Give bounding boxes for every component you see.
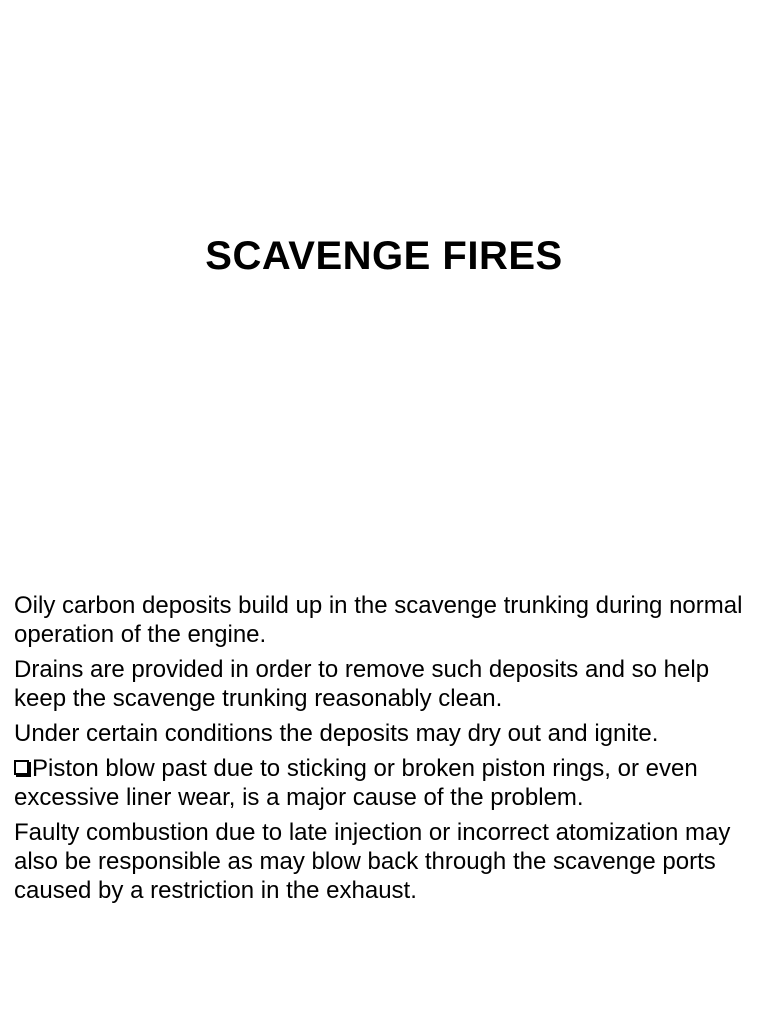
checkbox-icon <box>14 760 29 775</box>
paragraph-text: Piston blow past due to sticking or broken piston rings, or even excessive liner wear, is a major cause of the problem. <box>14 755 698 811</box>
slide-title: SCAVENGE FIRES <box>205 234 563 278</box>
paragraph-faulty-combustion <box>14 818 762 905</box>
paragraph-text: Drains are provided in order to remove such deposits and so help keep the scavenge trunking reasonably clean. <box>14 656 710 712</box>
slide-body <box>14 591 762 911</box>
paragraph-carbon-deposits <box>14 591 762 649</box>
paragraph-ignite <box>14 719 762 748</box>
paragraph-drains <box>14 655 762 713</box>
paragraph-text: Oily carbon deposits build up in the scavenge trunking during normal operation of the engine. <box>14 592 743 648</box>
paragraph-piston-blow-past <box>14 754 762 812</box>
paragraph-text: Under certain conditions the deposits may dry out and ignite. <box>14 720 659 747</box>
paragraph-text: Faulty combustion due to late injection or incorrect atomization may also be responsible as may blow back through the scavenge ports caused by a restriction in the exhaust. <box>14 819 731 904</box>
